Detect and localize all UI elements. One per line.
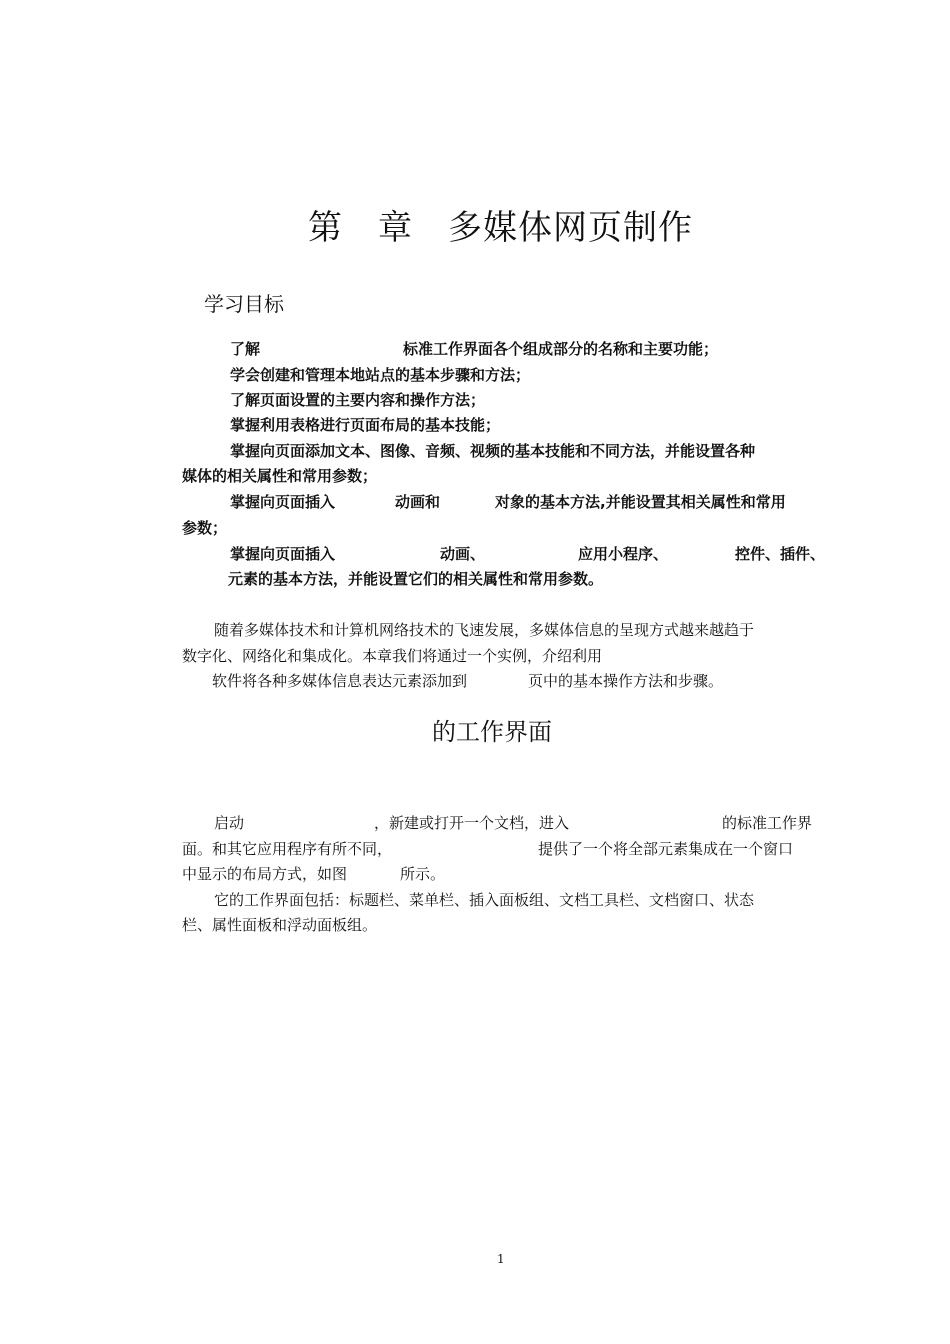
intro-line-2: 数字化、网络化和集成化。本章我们将通过一个实例，介绍利用: [182, 647, 603, 665]
objective-2: 学会创建和管理本地站点的基本步骤和方法；: [230, 366, 531, 384]
intro-line-3-part-b: 页中的基本操作方法和步骤。: [528, 672, 724, 690]
workspace-line-2-part-a: 面。和其它应用程序有所不同，: [182, 840, 393, 858]
objective-5-line-2: 媒体的相关属性和常用参数；: [182, 467, 378, 485]
workspace-line-4: 它的工作界面包括：标题栏、菜单栏、插入面板组、文档工具栏、文档窗口、状态: [214, 891, 755, 909]
intro-line-1: 随着多媒体技术和计算机网络技术的飞速发展，多媒体信息的呈现方式越来越趋于: [214, 621, 755, 639]
objective-6-part-a: 掌握向页面插入: [230, 493, 336, 511]
chapter-prefix: 第: [308, 208, 343, 248]
objective-7-part-a: 掌握向页面插入: [230, 545, 336, 563]
objectives-heading: 学习目标: [204, 292, 284, 316]
objective-5-line-1: 掌握向页面添加文本、图像、音频、视频的基本技能和不同方法，并能设置各种: [230, 442, 756, 460]
workspace-line-2-part-b: 提供了一个将全部元素集成在一个窗口: [538, 840, 794, 858]
chapter-word: 章: [378, 208, 413, 248]
chapter-title: 多媒体网页制作: [448, 208, 693, 248]
objective-6-line-2: 参数；: [182, 519, 228, 537]
objective-7-part-b: 动画、: [440, 545, 486, 563]
objective-3: 了解页面设置的主要内容和操作方法；: [230, 391, 486, 409]
objective-1-part-b: 标准工作界面各个组成部分的名称和主要功能；: [403, 340, 719, 358]
workspace-line-3-part-b: 所示。: [400, 865, 446, 883]
workspace-line-5: 栏、属性面板和浮动面板组。: [182, 916, 378, 934]
objective-7-line-2: 元素的基本方法，并能设置它们的相关属性和常用参数。: [228, 570, 604, 588]
objective-7-part-c: 应用小程序、: [578, 545, 669, 563]
section-heading: 的工作界面: [432, 718, 552, 746]
workspace-line-3-part-a: 中显示的布局方式，如图: [182, 865, 348, 883]
objective-6-part-b: 动画和: [395, 493, 441, 511]
intro-line-3-part-a: 软件将各种多媒体信息表达元素添加到: [212, 672, 468, 690]
objective-7-part-d: 控件、插件、: [735, 545, 826, 563]
objective-1-part-a: 了解: [230, 340, 261, 358]
workspace-line-1-part-c: 的标准工作界: [722, 814, 813, 832]
workspace-line-1-part-a: 启动: [214, 814, 245, 832]
objective-6-part-c: 对象的基本方法,并能设置其相关属性和常用: [495, 493, 786, 511]
page-number: 1: [497, 1252, 505, 1266]
workspace-line-1-part-b: ，新建或打开一个文档，进入: [374, 814, 570, 832]
objective-4: 掌握利用表格进行页面布局的基本技能；: [230, 416, 501, 434]
